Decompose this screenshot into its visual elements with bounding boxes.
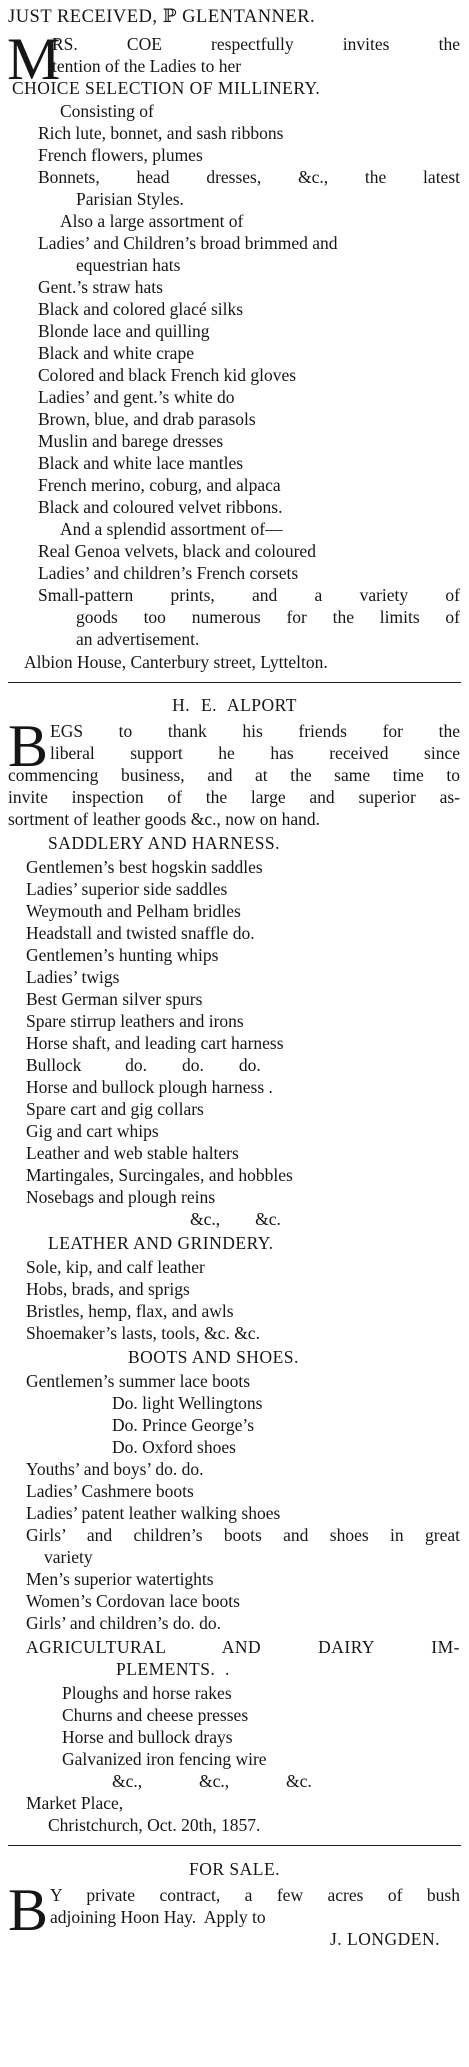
coe-item: Blonde lace and quilling xyxy=(38,321,210,341)
agri-heading: PLEMENTS. . xyxy=(116,1659,230,1679)
saddlery-item: Gentlemen’s best hogskin saddles xyxy=(26,857,263,877)
saddlery-item: Martingales, Surcingales, and hobbles xyxy=(26,1165,293,1185)
coe-intro-line: tention of the Ladies to her xyxy=(52,56,242,76)
coe-item: Black and white lace mantles xyxy=(38,453,244,473)
leather-item: Shoemaker’s lasts, tools, &c. &c. xyxy=(26,1323,260,1343)
coe-item: Brown, blue, and drab parasols xyxy=(38,409,256,429)
boots-item: Do. Oxford shoes xyxy=(112,1437,236,1457)
alport-intro-line: invite inspection of the large and superior as- xyxy=(8,787,460,807)
boots-item: Girls’ and children’s do. do. xyxy=(26,1613,222,1633)
alport-footer-place: Market Place, xyxy=(26,1793,124,1813)
saddlery-etc: &c., &c. xyxy=(190,1209,281,1229)
saddlery-item: Headstall and twisted snaffle do. xyxy=(26,923,255,943)
column-rule xyxy=(8,1845,461,1846)
coe-item: Ladies’ and gent.’s white do xyxy=(38,387,235,407)
agri-item: Horse and bullock drays xyxy=(62,1727,233,1747)
boots-item: Youths’ and boys’ do. do. xyxy=(26,1459,204,1479)
ad-header-for-sale: FOR SALE. xyxy=(188,1859,281,1879)
boots-item: Do. Prince George’s xyxy=(112,1415,255,1435)
coe-item: Gent.’s straw hats xyxy=(38,277,163,297)
saddlery-item: Horse shaft, and leading cart harness xyxy=(26,1033,284,1053)
coe-consisting: Consisting of xyxy=(60,101,154,121)
boots-heading: BOOTS AND SHOES. xyxy=(128,1347,299,1367)
boots-item: Do. light Wellingtons xyxy=(112,1393,263,1413)
coe-item: Black and white crape xyxy=(38,343,194,363)
saddlery-item: Nosebags and plough reins xyxy=(26,1187,216,1207)
alport-intro-line: EGS to thank his friends for the xyxy=(50,721,460,741)
saddlery-heading: SADDLERY AND HARNESS. xyxy=(48,833,281,853)
drop-cap-b: B xyxy=(8,1877,49,1943)
coe-item: Black and colored glacé silks xyxy=(38,299,244,319)
saddlery-item: Ladies’ superior side saddles xyxy=(26,879,228,899)
coe-item: Muslin and barege dresses xyxy=(38,431,224,451)
agri-etc: &c., &c., &c. xyxy=(112,1771,312,1791)
sale-line: adjoining Hoon Hay. Apply to xyxy=(50,1907,266,1927)
leather-item: Sole, kip, and calf leather xyxy=(26,1257,205,1277)
coe-item: And a splendid assortment of— xyxy=(60,519,283,539)
coe-item: French flowers, plumes xyxy=(38,145,203,165)
coe-item: Parisian Styles. xyxy=(76,189,184,209)
saddlery-item: Bullock do. do. do. xyxy=(26,1055,261,1075)
boots-item: Men’s superior watertights xyxy=(26,1569,214,1589)
saddlery-item: Gentlemen’s hunting whips xyxy=(26,945,219,965)
alport-footer-date: Christchurch, Oct. 20th, 1857. xyxy=(48,1815,261,1835)
coe-item: Small-pattern prints, and a variety of xyxy=(38,585,460,605)
saddlery-item: Horse and bullock plough harness . xyxy=(26,1077,273,1097)
boots-item: Ladies’ patent leather walking shoes xyxy=(26,1503,281,1523)
coe-item: goods too numerous for the limits of xyxy=(76,607,460,627)
saddlery-item: Best German silver spurs xyxy=(26,989,203,1009)
agri-item: Churns and cheese presses xyxy=(62,1705,249,1725)
alport-intro-line: commencing business, and at the same time to xyxy=(8,765,460,785)
coe-item: Ladies’ and Children’s broad brimmed and xyxy=(38,233,338,253)
ad-header-glentanner: JUST RECEIVED, ℙ GLENTANNER. xyxy=(8,7,316,27)
coe-item: Colored and black French kid gloves xyxy=(38,365,297,385)
ad-header-alport: H. E. ALPORT xyxy=(172,695,297,715)
coe-intro-line: RS. COE respectfully invites the xyxy=(52,34,460,54)
saddlery-item: Weymouth and Pelham bridles xyxy=(26,901,241,921)
leather-heading: LEATHER AND GRINDERY. xyxy=(48,1233,274,1253)
saddlery-item: Ladies’ twigs xyxy=(26,967,120,987)
coe-item: Black and coloured velvet ribbons. xyxy=(38,497,283,517)
leather-item: Hobs, brads, and sprigs xyxy=(26,1279,190,1299)
coe-item: Real Genoa velvets, black and coloured xyxy=(38,541,316,561)
boots-item: Girls’ and children’s boots and shoes in great xyxy=(26,1525,460,1545)
alport-intro-line: liberal support he has received since xyxy=(50,743,460,763)
coe-address: Albion House, Canterbury street, Lyttelton. xyxy=(24,652,328,672)
boots-item: variety xyxy=(44,1547,93,1567)
coe-item: an advertisement. xyxy=(76,629,200,649)
agri-item: Ploughs and horse rakes xyxy=(62,1683,232,1703)
sale-line: Y private contract, a few acres of bush xyxy=(50,1885,460,1905)
sale-signature: J. LONGDEN. xyxy=(330,1929,441,1949)
coe-item: French merino, coburg, and alpaca xyxy=(38,475,281,495)
agri-item: Galvanized iron fencing wire xyxy=(62,1749,267,1769)
coe-intro-heading: CHOICE SELECTION OF MILLINERY. xyxy=(12,78,321,98)
drop-cap-b: B xyxy=(8,713,49,779)
coe-item: Ladies’ and children’s French corsets xyxy=(38,563,299,583)
coe-item: Bonnets, head dresses, &c., the latest xyxy=(38,167,460,187)
boots-item: Gentlemen’s summer lace boots xyxy=(26,1371,251,1391)
coe-item: Rich lute, bonnet, and sash ribbons xyxy=(38,123,284,143)
boots-item: Women’s Cordovan lace boots xyxy=(26,1591,240,1611)
coe-item: Also a large assortment of xyxy=(60,211,244,231)
alport-intro-line: sortment of leather goods &c., now on hand. xyxy=(8,809,321,829)
saddlery-item: Gig and cart whips xyxy=(26,1121,159,1141)
column-rule xyxy=(8,682,461,683)
saddlery-item: Spare stirrup leathers and irons xyxy=(26,1011,244,1031)
saddlery-item: Spare cart and gig collars xyxy=(26,1099,204,1119)
drop-cap-m: M xyxy=(7,26,61,92)
saddlery-item: Leather and web stable halters xyxy=(26,1143,239,1163)
coe-item: equestrian hats xyxy=(76,255,181,275)
leather-item: Bristles, hemp, flax, and awls xyxy=(26,1301,234,1321)
agri-heading: AGRICULTURAL AND DAIRY IM- xyxy=(26,1637,460,1657)
boots-item: Ladies’ Cashmere boots xyxy=(26,1481,194,1501)
